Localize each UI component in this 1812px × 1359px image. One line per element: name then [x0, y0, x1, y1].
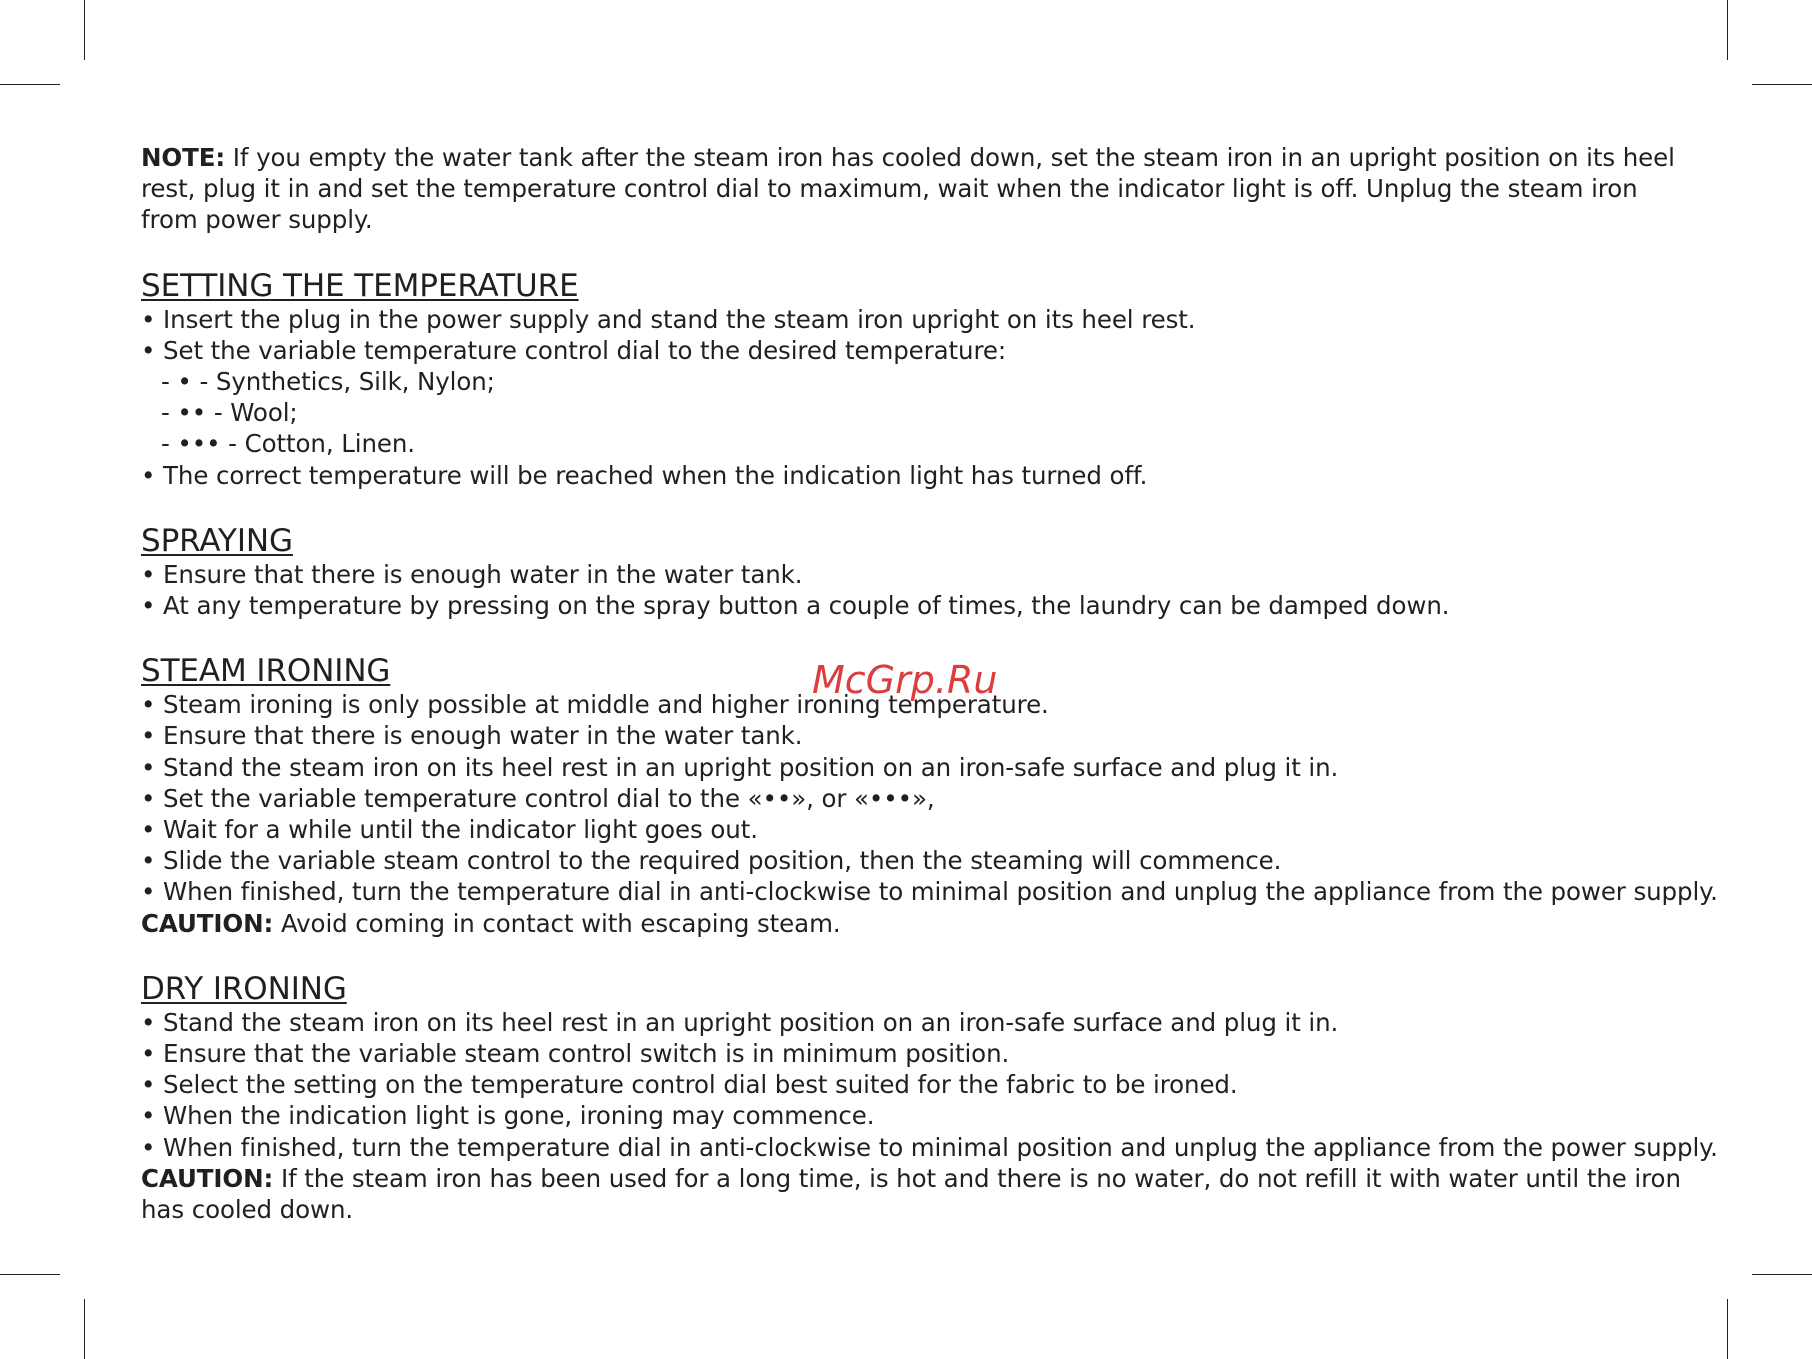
crop-mark-top-right-vertical	[1727, 0, 1728, 60]
list-item: • When finished, turn the temperature dial in anti-clockwise to minimal position and unplug the appliance from the power supply.	[141, 1132, 1718, 1162]
list-item: • When finished, turn the temperature dial in anti-clockwise to minimal position and unplug the appliance from the power supply.	[141, 877, 1718, 907]
list-item: • Select the setting on the temperature control dial best suited for the fabric to be ironed.	[141, 1070, 1238, 1100]
list-item: • Insert the plug in the power supply and stand the steam iron upright on its heel rest.	[141, 304, 1196, 334]
list-item: • Stand the steam iron on its heel rest in an upright position on an iron-safe surface and plug it in.	[141, 1007, 1339, 1037]
caution-paragraph	[141, 908, 1681, 939]
section-heading: SETTING THE TEMPERATURE	[141, 267, 579, 304]
caution-text: If the steam iron has been used for a long time, is hot and there is no water, do not refill it with water until the iron has cooled down.	[141, 1163, 1681, 1225]
list-sub-item: - • - Synthetics, Silk, Nylon;	[161, 367, 495, 397]
section-setting-temperature	[141, 268, 1681, 491]
list-item: • Ensure that there is enough water in the water tank.	[141, 559, 803, 589]
note-paragraph	[141, 142, 1681, 236]
crop-mark-bottom-left-horizontal	[0, 1274, 60, 1275]
crop-mark-bottom-left-vertical	[84, 1299, 85, 1359]
list-item: • Stand the steam iron on its heel rest in an upright position on an iron-safe surface and plug it in.	[141, 752, 1339, 782]
list-item: • Set the variable temperature control dial to the desired temperature:	[141, 335, 1007, 365]
crop-mark-bottom-right-horizontal	[1752, 1274, 1812, 1275]
section-heading: SPRAYING	[141, 522, 293, 559]
caution-label: CAUTION:	[141, 908, 274, 938]
list-sub-item: - ••• - Cotton, Linen.	[161, 429, 415, 459]
note-label: NOTE:	[141, 143, 226, 172]
crop-mark-top-right-horizontal	[1752, 84, 1812, 85]
note-text: If you empty the water tank after the steam iron has cooled down, set the steam iron in an upright position on its heel rest, plug it in and set the temperature control dial to maximum, wait when the indicator light is off. Unplug the steam iron from power supply.	[141, 143, 1675, 235]
list-item: • The correct temperature will be reached when the indication light has turned off.	[141, 460, 1148, 490]
list-item: • Ensure that the variable steam control switch is in minimum position.	[141, 1039, 1010, 1069]
list-item: • Wait for a while until the indicator light goes out.	[141, 815, 758, 845]
list-item: • At any temperature by pressing on the spray button a couple of times, the laundry can be damped down.	[141, 591, 1450, 621]
caution-paragraph	[141, 1163, 1681, 1225]
list-item: • Ensure that there is enough water in the water tank.	[141, 721, 803, 751]
section-heading: STEAM IRONING	[141, 653, 391, 690]
list-item: • Steam ironing is only possible at middle and higher ironing temperature.	[141, 690, 1049, 720]
list-sub-item: - •• - Wool;	[161, 398, 298, 428]
crop-mark-top-left-vertical	[84, 0, 85, 60]
list-item: • Slide the variable steam control to the required position, then the steaming will commence.	[141, 846, 1282, 876]
section-dry-ironing	[141, 970, 1718, 1225]
watermark-text: McGrp.Ru	[812, 658, 998, 702]
crop-mark-top-left-horizontal	[0, 84, 60, 85]
list-item: • Set the variable temperature control dial to the «••», or «•••»,	[141, 783, 935, 813]
crop-mark-bottom-right-vertical	[1727, 1299, 1728, 1359]
caution-label: CAUTION:	[141, 1163, 274, 1193]
list-item: • When the indication light is gone, ironing may commence.	[141, 1101, 875, 1131]
section-spraying	[141, 523, 1681, 621]
section-heading: DRY IRONING	[141, 970, 347, 1007]
caution-text: Avoid coming in contact with escaping steam.	[273, 908, 841, 938]
